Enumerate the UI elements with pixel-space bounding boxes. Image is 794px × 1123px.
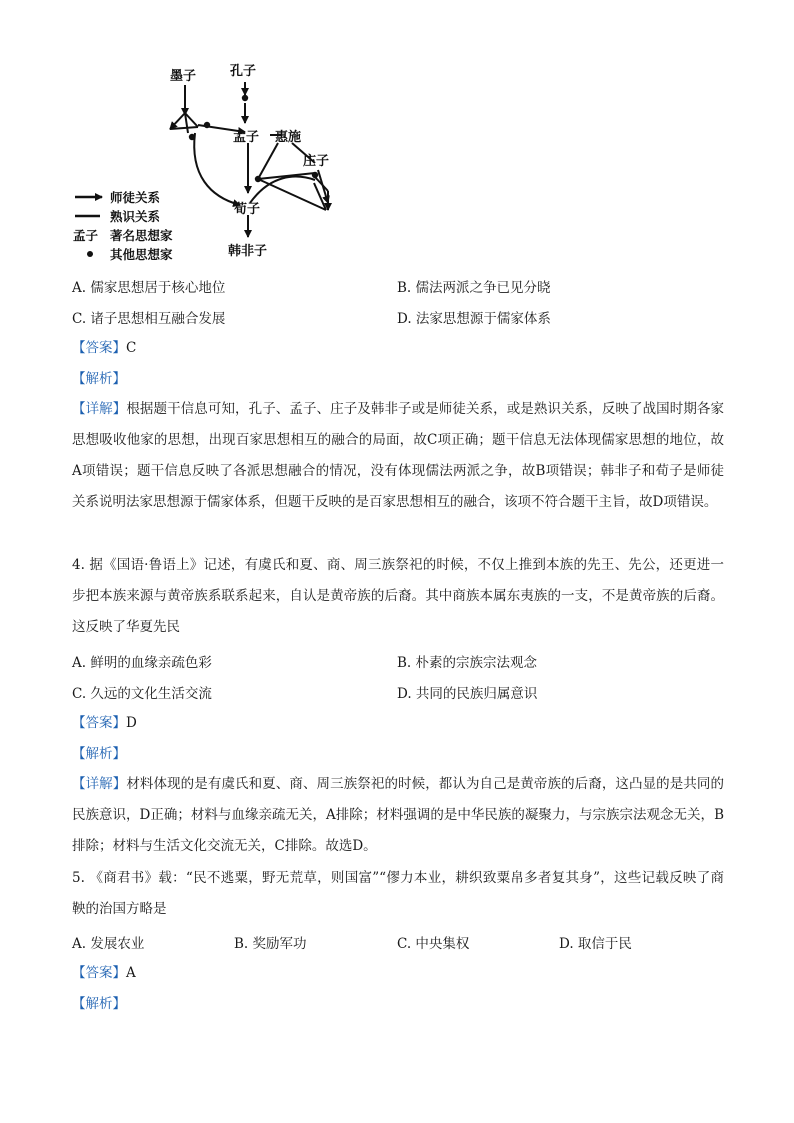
node-huishi: 惠施 (275, 129, 302, 144)
other-thinker-dot (255, 176, 261, 182)
q3-option-d: D. 法家思想源于儒家体系 (397, 311, 551, 327)
edge-huishi-node (258, 143, 278, 179)
q3-detail (72, 394, 724, 518)
legend-master-disciple: 师徒关系 (110, 191, 161, 205)
node-xunzi: 荀子 (234, 201, 261, 216)
node-mozi: 墨子 (170, 68, 197, 83)
q3-option-b: B. 儒法两派之争已见分晓 (397, 280, 551, 296)
other-thinker-dot (204, 122, 210, 128)
legend-famous: 著名思想家 (110, 229, 173, 243)
detail-tag: 【详解】 (72, 776, 127, 792)
q5-option-c: C. 中央集权 (397, 936, 470, 952)
legend-other: 其他思想家 (110, 248, 173, 262)
thinkers-relationship-diagram (70, 55, 360, 270)
diagram-legend (73, 190, 173, 262)
node-zhuangzi: 庄子 (303, 153, 330, 168)
analysis-tag: 【解析】 (72, 996, 126, 1012)
analysis-tag: 【解析】 (72, 371, 126, 387)
q5-option-d: D. 取信于民 (559, 936, 632, 952)
other-thinker-dot (242, 95, 248, 101)
answer-value: A (126, 965, 136, 981)
q4-answer (72, 713, 137, 733)
legend-dot-icon (87, 251, 93, 257)
other-thinker-dot (312, 172, 318, 178)
answer-tag: 【答案】 (72, 965, 126, 981)
q4-option-b: B. 朴素的宗族宗法观念 (397, 655, 538, 671)
q4-stem: 4. 据《国语·鲁语上》记述，有虞氏和夏、商、周三族祭祀的时候，不仅上推到本族的先王、先公，还更进一步把本族来源与黄帝族系联系起来，自认是黄帝族的后裔。其中商族本属东夷族的一支，不是黄帝族的后裔。这反映了华夏先民 (72, 557, 724, 635)
q5-option-a: A. 发展农业 (72, 936, 145, 952)
q5-answer (72, 963, 136, 983)
q3-option-a: A. 儒家思想居于核心地位 (72, 280, 226, 296)
q4-option-c: C. 久远的文化生活交流 (72, 686, 212, 702)
q4-detail (72, 769, 724, 862)
other-thinker-dot (189, 134, 195, 140)
q5-analysis-heading (72, 994, 126, 1014)
detail-tag: 【详解】 (72, 401, 127, 417)
q3-answer (72, 338, 136, 358)
q4-analysis-heading (72, 744, 126, 764)
q5-stem: 5. 《商君书》载：“民不逃粟，野无荒草，则国富”“僇力本业，耕织致粟帛多者复其身”，这些记载反映了商鞅的治国方略是 (72, 870, 724, 917)
edge-node-right (258, 179, 326, 210)
answer-tag: 【答案】 (72, 340, 126, 356)
detail-text: 根据题干信息可知，孔子、孟子、庄子及韩非子或是师徒关系，或是熟识关系，反映了战国时期各家思想吸收他家的思想，出现百家思想相互的融合的局面，故C项正确；题干信息无法体现儒家思想的地位，故A项错误；题干信息反映了各派思想融合的情况，没有体现儒法两派之争，故B项错误；韩非子和荀子是师徒关系说明法家思想源于儒家体系，但题干反映的是百家思想相互的融合，该项不符合题干主旨，故D项错误。 (72, 401, 725, 510)
analysis-tag: 【解析】 (72, 746, 126, 762)
q3-option-c: C. 诸子思想相互融合发展 (72, 311, 226, 327)
detail-text: 材料体现的是有虞氏和夏、商、周三族祭祀的时候，都认为自己是黄帝族的后裔，这凸显的是共同的民族意识，D正确；材料与血缘亲疏无关，A排除；材料强调的是中华民族的凝聚力，与宗族宗法观念无关，B排除；材料与生活文化交流无关，C排除。故选D。 (72, 776, 725, 854)
node-kongzi: 孔子 (230, 63, 257, 78)
node-mengzi: 孟子 (233, 129, 260, 144)
q5-option-b: B. 奖励军功 (234, 936, 307, 952)
edge-mozi-left (170, 113, 185, 129)
legend-acquaintance: 熟识关系 (110, 210, 161, 224)
q3-analysis-heading (72, 369, 126, 389)
q4-option-d: D. 共同的民族归属意识 (397, 686, 538, 702)
node-hanfeizi: 韩非子 (228, 243, 268, 258)
legend-famous-sample: 孟子 (73, 229, 99, 243)
answer-tag: 【答案】 (72, 715, 126, 731)
answer-value: D (126, 715, 137, 731)
answer-value: C (126, 340, 137, 356)
q4-option-a: A. 鲜明的血缘亲疏色彩 (72, 655, 212, 671)
